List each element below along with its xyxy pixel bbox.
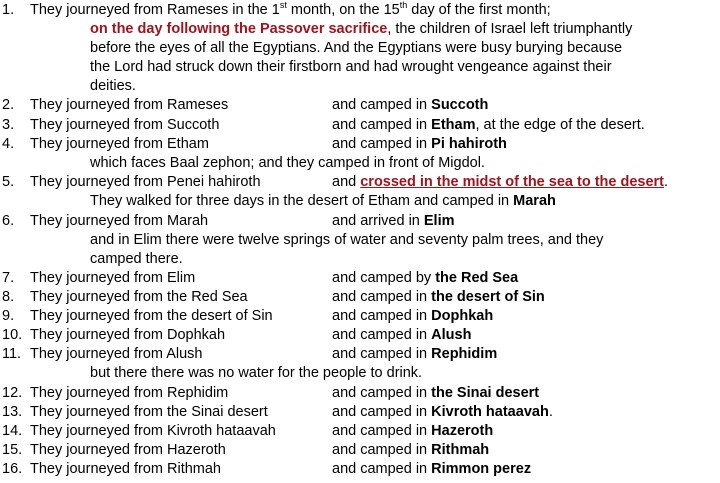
entry-destination: and crossed in the midst of the sea to the desert. bbox=[332, 174, 669, 190]
entry-from: They journeyed from Rithmah bbox=[30, 461, 221, 477]
place-name: the Sinai desert bbox=[431, 385, 540, 401]
continuation-line: camped there. bbox=[90, 251, 183, 267]
entry-destination: and camped in the Sinai desert bbox=[332, 385, 540, 401]
continuation-line: on the day following the Passover sacrifice, the children of Israel left triumphantly bbox=[90, 21, 633, 37]
entry-destination: and camped in Etham, at the edge of the desert. bbox=[332, 117, 645, 133]
entry-number: 2. bbox=[2, 97, 15, 113]
entry-destination: and camped by the Red Sea bbox=[332, 270, 519, 286]
entry-destination: and camped in Succoth bbox=[332, 97, 489, 113]
continuation-line: deities. bbox=[90, 78, 136, 94]
entry-from: They journeyed from Etham bbox=[30, 136, 209, 152]
continuation-line: They walked for three days in the desert of Etham and camped in Marah bbox=[90, 193, 556, 209]
entry-destination: and camped in Alush bbox=[332, 327, 472, 343]
entry-destination: and camped in Kivroth hataavah. bbox=[332, 404, 553, 420]
entry-destination: and camped in Rephidim bbox=[332, 346, 498, 362]
entry-from: They journeyed from Succoth bbox=[30, 117, 220, 133]
entry-from: They journeyed from Elim bbox=[30, 270, 196, 286]
place-name: the desert of Sin bbox=[431, 289, 545, 305]
entry-from: They journeyed from Rameses bbox=[30, 97, 229, 113]
emphasis-text: crossed in the midst of the sea to the desert bbox=[360, 174, 664, 190]
continuation-line: but there there was no water for the people to drink. bbox=[90, 365, 423, 381]
entry-destination: and camped in Pi hahiroth bbox=[332, 136, 507, 152]
place-name: Etham bbox=[431, 117, 476, 133]
entry-number: 9. bbox=[2, 308, 15, 324]
entry-from: They journeyed from Dophkah bbox=[30, 327, 226, 343]
entry-number: 8. bbox=[2, 289, 15, 305]
entry-from: They journeyed from Penei hahiroth bbox=[30, 174, 261, 190]
place-name: Alush bbox=[431, 327, 472, 343]
place-name: Rithmah bbox=[431, 442, 490, 458]
entry-from: They journeyed from Kivroth hataavah bbox=[30, 423, 276, 439]
entry-destination: and camped in Dophkah bbox=[332, 308, 494, 324]
entry-from: They journeyed from Hazeroth bbox=[30, 442, 226, 458]
continuation-line: and in Elim there were twelve springs of water and seventy palm trees, and they bbox=[90, 232, 604, 248]
entry-text: They journeyed from Rameses in the 1st month, on the 15th day of the first month; bbox=[30, 0, 551, 18]
entry-number: 4. bbox=[2, 136, 15, 152]
continuation-line: which faces Baal zephon; and they camped in front of Migdol. bbox=[90, 155, 485, 171]
entry-from: They journeyed from Marah bbox=[30, 213, 209, 229]
entry-destination: and arrived in Elim bbox=[332, 213, 455, 229]
place-name: Elim bbox=[423, 213, 455, 229]
entry-number: 13. bbox=[2, 404, 23, 420]
place-name: Succoth bbox=[431, 97, 489, 113]
place-name: Pi hahiroth bbox=[431, 136, 507, 152]
entry-number: 5. bbox=[2, 174, 15, 190]
place-name: Kivroth hataavah bbox=[431, 404, 549, 420]
entry-number: 10. bbox=[2, 327, 23, 343]
place-name: Rephidim bbox=[431, 346, 498, 362]
entry-number: 16. bbox=[2, 461, 23, 477]
continuation-line: the Lord had struck down their firstborn and had wrought vengeance against their bbox=[90, 59, 612, 75]
entry-number: 1. bbox=[2, 2, 15, 18]
entry-number: 14. bbox=[2, 423, 23, 439]
entry-number: 6. bbox=[2, 213, 15, 229]
place-name: Hazeroth bbox=[431, 423, 494, 439]
entry-number: 3. bbox=[2, 117, 15, 133]
entry-number: 11. bbox=[2, 346, 22, 362]
entry-from: They journeyed from the desert of Sin bbox=[30, 308, 273, 324]
entry-number: 7. bbox=[2, 270, 15, 286]
entry-from: They journeyed from the Sinai desert bbox=[30, 404, 268, 420]
entry-from: They journeyed from Rephidim bbox=[30, 385, 229, 401]
entry-number: 15. bbox=[2, 442, 23, 458]
place-name: Rimmon perez bbox=[431, 461, 532, 477]
entry-destination: and camped in Hazeroth bbox=[332, 423, 494, 439]
place-name: Marah bbox=[513, 193, 556, 209]
emphasis-text: on the day following the Passover sacrifice bbox=[90, 21, 388, 37]
entry-destination: and camped in Rimmon perez bbox=[332, 461, 532, 477]
entry-destination: and camped in Rithmah bbox=[332, 442, 490, 458]
entry-destination: and camped in the desert of Sin bbox=[332, 289, 545, 305]
place-name: Dophkah bbox=[431, 308, 494, 324]
entry-from: They journeyed from the Red Sea bbox=[30, 289, 248, 305]
continuation-line: before the eyes of all the Egyptians. And the Egyptians were busy burying because bbox=[90, 40, 623, 56]
entry-from: They journeyed from Alush bbox=[30, 346, 203, 362]
entry-number: 12. bbox=[2, 385, 23, 401]
place-name: the Red Sea bbox=[435, 270, 519, 286]
